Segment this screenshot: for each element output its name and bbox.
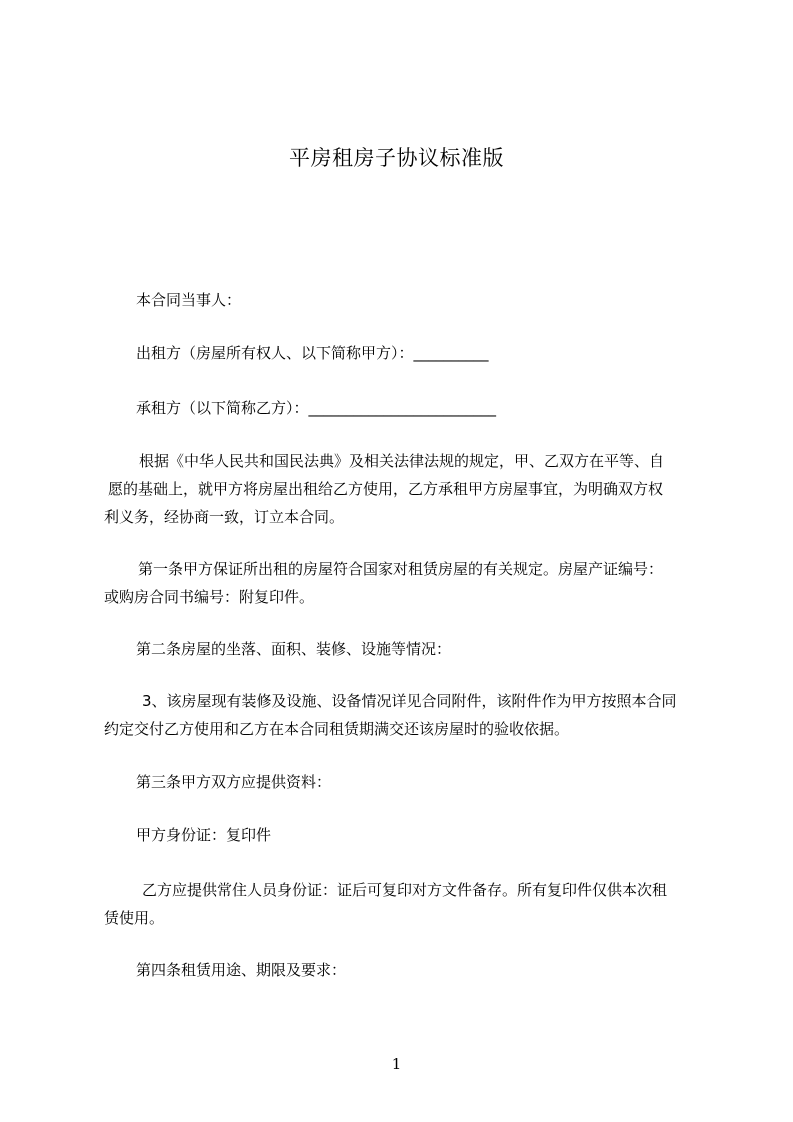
paragraph-line: 甲方身份证：复印件 (136, 826, 272, 844)
paragraph-article-2 (104, 635, 736, 663)
paragraph-article-3 (104, 768, 736, 796)
paragraph-line: 出租方（房屋所有权人、以下简称甲方）：__________ (136, 344, 489, 362)
paragraph-line: 根据《中华人民共和国民法典》及相关法律法规的规定，甲、乙双方在平等、自 (139, 452, 665, 470)
paragraph-parties-heading (104, 286, 736, 314)
paragraph-line: 约定交付乙方使用和乙方在本合同租赁期满交还该房屋时的验收依据。 (104, 720, 570, 738)
paragraph-line: 第四条租赁用途、期限及要求： (136, 961, 347, 979)
paragraph-line: 赁使用。 (104, 909, 165, 927)
document-title: 平房租房子协议标准版 (289, 146, 504, 170)
paragraph-line: 第一条甲方保证所出租的房屋符合国家对租赁房屋的有关规定。房屋产证编号： (138, 560, 664, 578)
paragraph-line: 利义务，经协商一致，订立本合同。 (104, 508, 345, 526)
paragraph-lessor (104, 339, 736, 367)
paragraph-line: 第三条甲方双方应提供资料： (136, 773, 332, 791)
paragraph-lessee (104, 394, 736, 422)
paragraph-line: 3、该房屋现有装修及设施、设备情况详见合同附件，该附件作为甲方按照本合同 (142, 692, 677, 710)
paragraph-article-1 (104, 555, 704, 611)
paragraph-article-2-item-3 (104, 687, 704, 743)
paragraph-line: 或购房合同书编号：附复印件。 (104, 588, 315, 606)
paragraph-preamble (104, 447, 704, 531)
paragraph-lessee-id (104, 876, 704, 932)
page-number: 1 (391, 1055, 402, 1073)
paragraph-line: 乙方应提供常住人员身份证：证后可复印对方文件备存。所有复印件仅供本次租 (142, 881, 668, 899)
paragraph-line: 愿的基础上，就甲方将房屋出租给乙方使用，乙方承租甲方房屋事宜，为明确双方权 (108, 480, 664, 498)
paragraph-article-4 (104, 956, 736, 984)
paragraph-line: 第二条房屋的坐落、面积、装修、设施等情况： (136, 640, 452, 658)
paragraph-lessor-id (104, 821, 736, 849)
paragraph-line: 承租方（以下简称乙方）：_________________________ (136, 399, 497, 417)
paragraph-line: 本合同当事人： (136, 291, 242, 309)
